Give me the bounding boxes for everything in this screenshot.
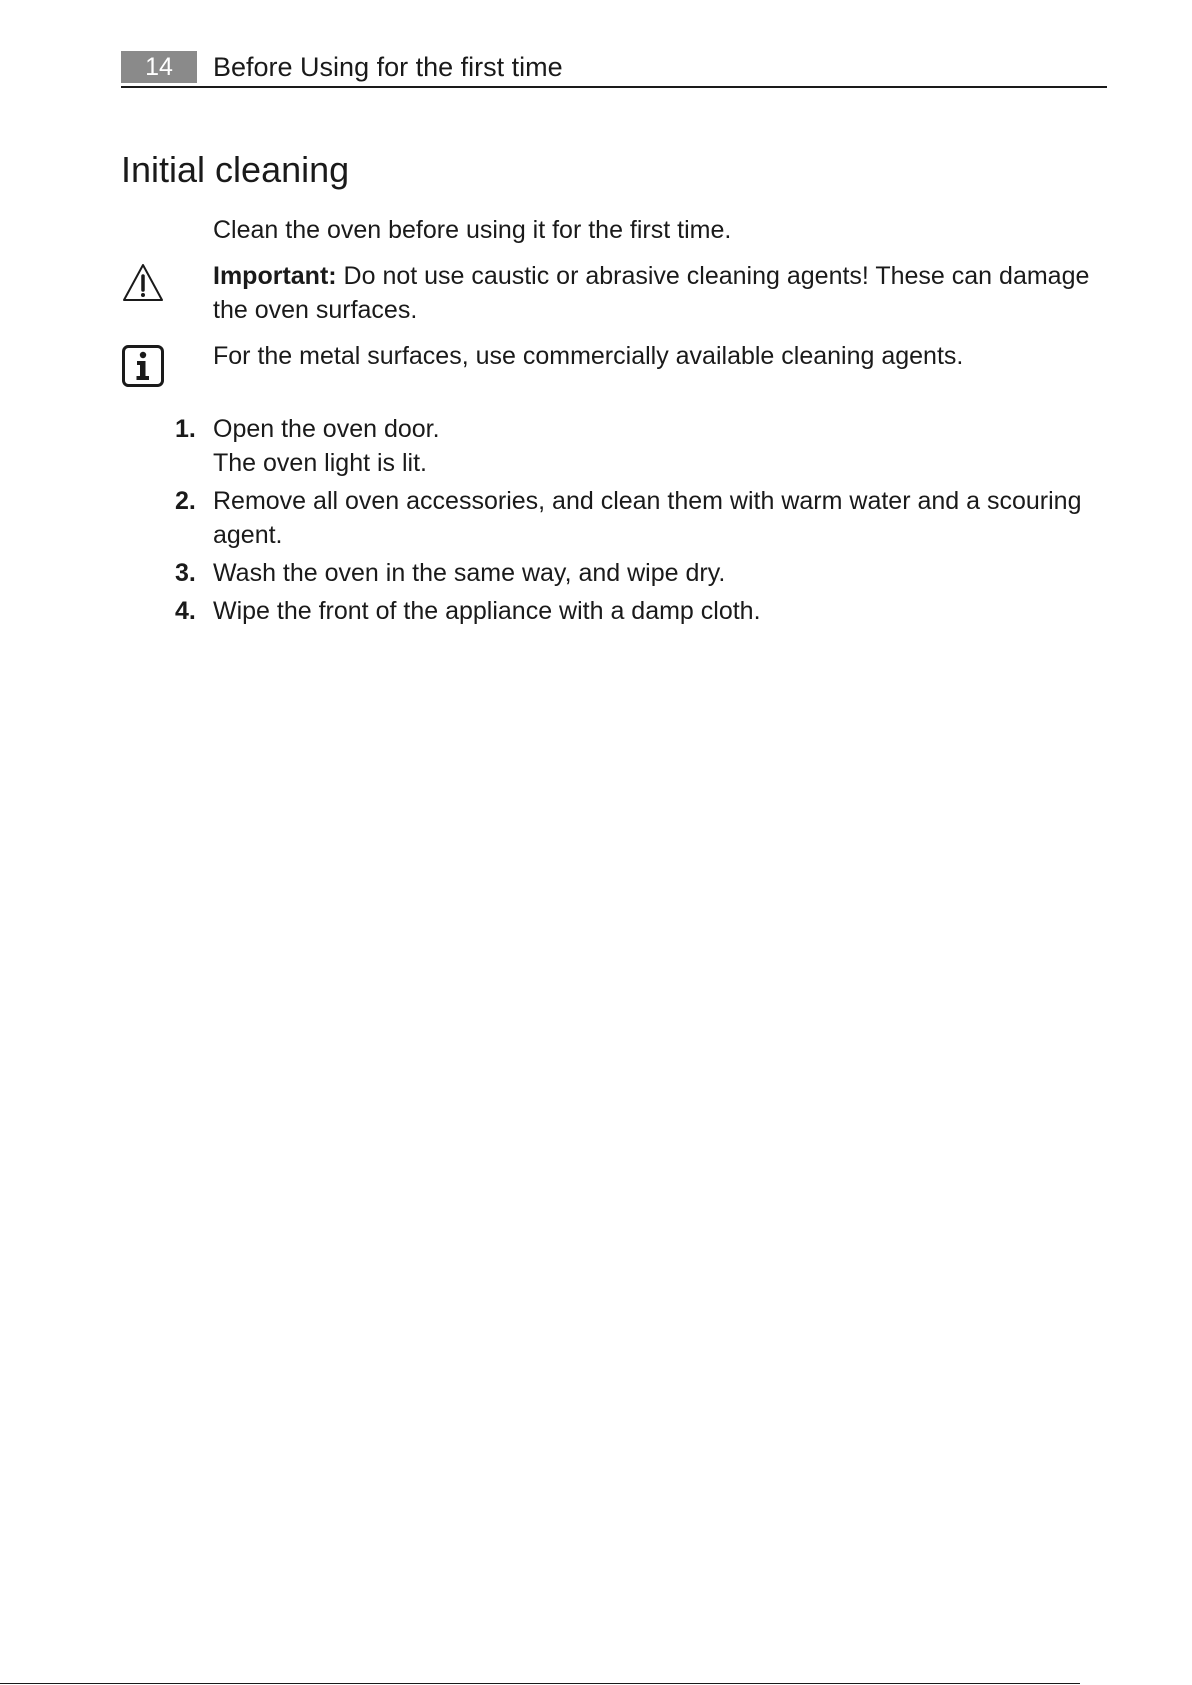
step-text: Wipe the front of the appliance with a damp cloth. bbox=[213, 597, 761, 625]
list-item bbox=[160, 484, 1105, 552]
info-note: For the metal surfaces, use commercially available cleaning agents. bbox=[213, 342, 964, 370]
step-text: Remove all oven accessories, and clean them with warm water and a scouring agent. bbox=[213, 487, 1082, 549]
section-title: Before Using for the first time bbox=[213, 52, 563, 82]
step-number: 2. bbox=[175, 487, 196, 515]
info-icon bbox=[122, 345, 164, 387]
page-number: 14 bbox=[121, 51, 197, 83]
step-text: Open the oven door. bbox=[213, 415, 440, 443]
page-heading: Initial cleaning bbox=[121, 149, 350, 190]
page-header bbox=[121, 50, 1107, 88]
step-note: The oven light is lit. bbox=[213, 449, 427, 477]
intro-text: Clean the oven before using it for the first time. bbox=[213, 216, 732, 244]
step-number: 3. bbox=[175, 559, 196, 587]
step-number: 1. bbox=[175, 415, 196, 443]
list-item bbox=[160, 556, 1105, 590]
step-text: Wash the oven in the same way, and wipe dry. bbox=[213, 559, 726, 587]
warning-label: Important: bbox=[213, 262, 337, 290]
list-item bbox=[160, 412, 1105, 480]
warning-text: Do not use caustic or abrasive cleaning agents! These can damage the oven surfaces. bbox=[213, 262, 1090, 324]
step-number: 4. bbox=[175, 597, 196, 625]
warning-note bbox=[213, 259, 1103, 327]
warning-triangle-icon bbox=[121, 262, 165, 304]
footer-rule bbox=[0, 1683, 1080, 1684]
list-item bbox=[160, 594, 1105, 628]
cleaning-steps bbox=[160, 412, 1105, 632]
